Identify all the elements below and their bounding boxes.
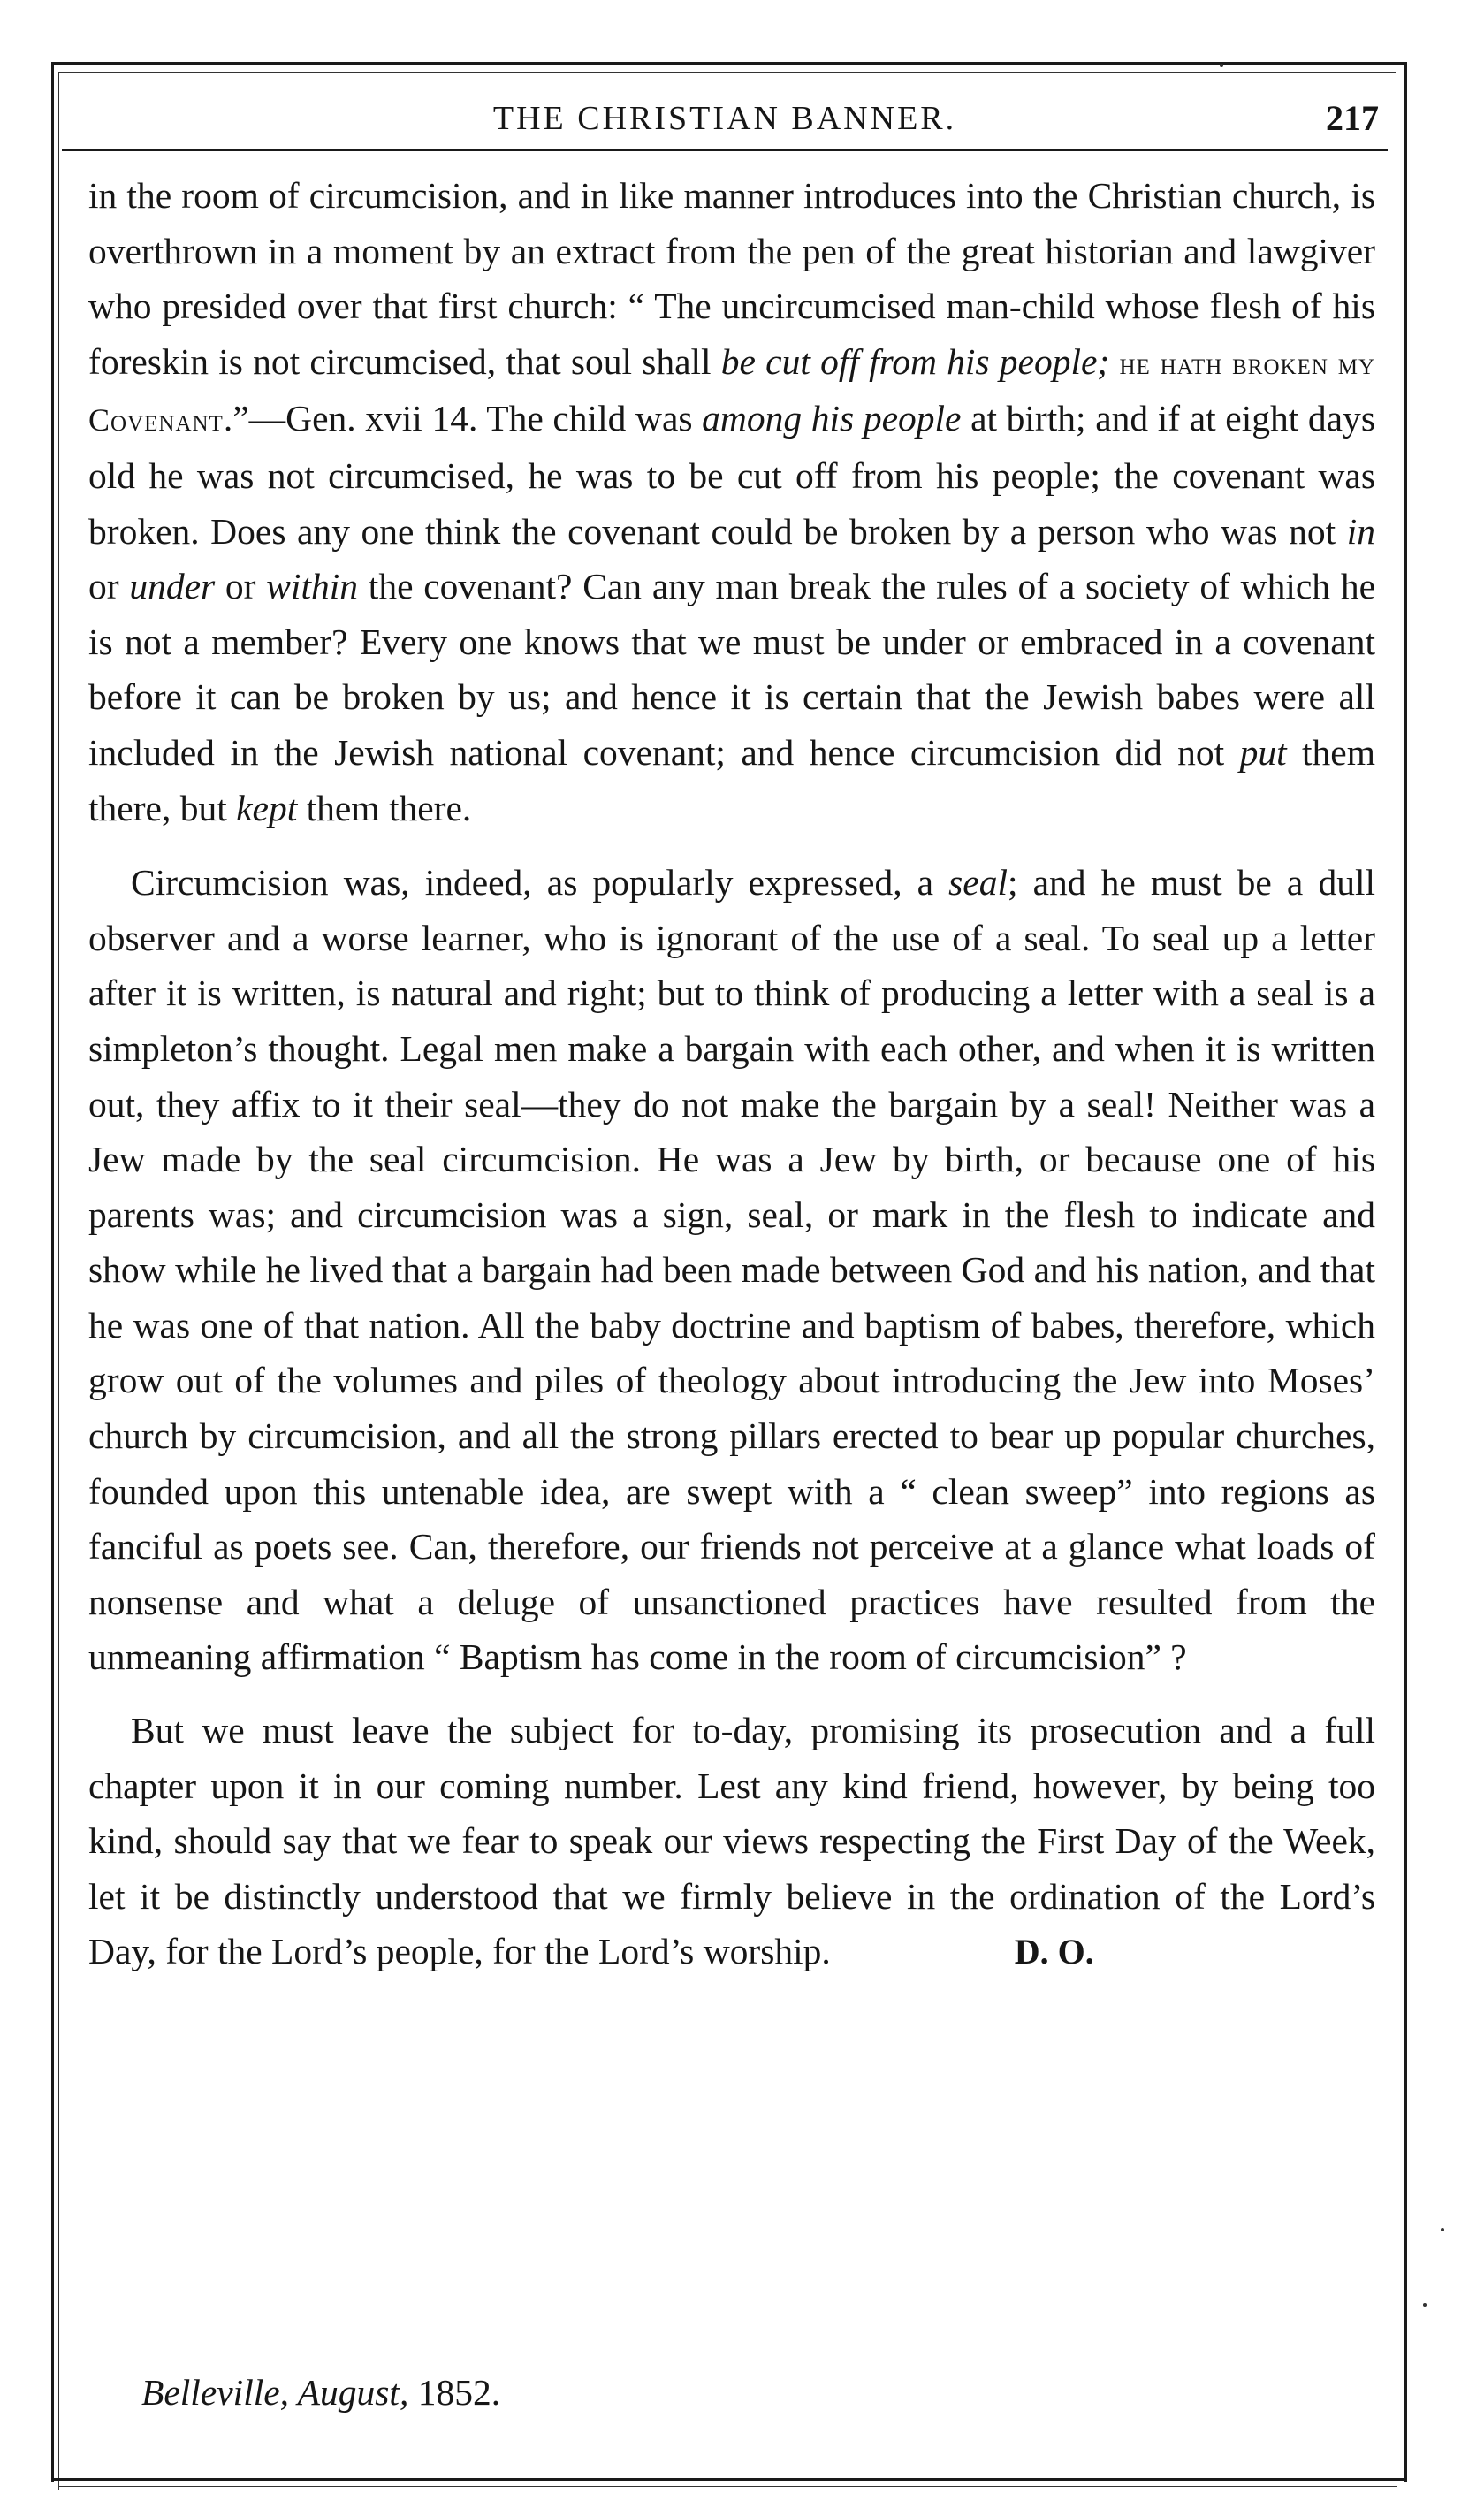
text-run: or <box>88 566 130 607</box>
text-run: them there. <box>297 787 472 828</box>
paragraph-3 <box>88 1703 1375 1980</box>
small-caps-run: he hath broken my Covenant <box>88 345 1375 439</box>
italic-run: within <box>266 566 359 607</box>
paragraph-1 <box>88 168 1375 835</box>
page-number: 217 <box>1326 98 1379 138</box>
dateline <box>141 2371 500 2414</box>
italic-run: put <box>1239 731 1287 773</box>
text-run: But we must leave the subject for to-day, promising its prosecution and a full chapter upon it in our coming number. Lest any kind friend, however, by being too kind, should say that we fear to speak our views respecting the First Day of the Week, let it be distinctly understood that we firmly believe in the ordination of the Lord’s Day, for the Lord’s people, for the Lord’s worship. <box>88 1710 1375 1972</box>
italic-run: kept <box>236 787 298 828</box>
italic-run: in <box>1346 510 1375 552</box>
print-speck <box>1220 64 1223 67</box>
text-run: in the room of circumcision, and in like manner introduces into the Christian church, is overthrown in a moment by an extract from the pen of the great historian and lawgiver who presided over that first church: “ The uncircumcised man-child whose flesh of his foreskin is not circumcised, that soul shall <box>88 175 1375 382</box>
text-run: them there, but <box>88 731 1375 828</box>
italic-run: seal <box>948 862 1008 904</box>
bottom-rule <box>51 2478 1405 2481</box>
bottom-rule-inner <box>58 2486 1397 2487</box>
italic-run: among his people <box>702 398 962 439</box>
text-run: or <box>215 566 267 607</box>
page-header <box>62 85 1388 151</box>
running-title: THE CHRISTIAN BANNER. <box>492 100 957 137</box>
italic-run: be cut off from his people; <box>720 340 1110 382</box>
text-run: Circumcision was, indeed, as popularly expressed, a <box>131 862 949 904</box>
print-speck <box>1423 2303 1427 2307</box>
text-run: ; and he must be a dull observer and a worse learner, who is ignorant of the use of a seal. To seal up a letter after it is written, is natural and right; but to think of producing a letter with a seal is a simpleton’s thought. Legal men make a bargain with each other, and when it is written out, they affix to it their seal—they do not make the bargain by a seal! Neither was a Jew made by the seal circumcision. He was a Jew by birth, or because one of his parents was; and circumcision was a sign, seal, or mark in the flesh to indicate and show while he lived that a bargain had been made between God and his nation, and that he was one of that nation. All the baby doctrine and baptism of babes, therefore, which grow out of the volumes and piles of theology about introducing the Jew into Moses’ church by circumcision, and all the strong pillars erected to bear up popular churches, founded upon this untenable idea, are swept with a “ clean sweep” into regions as fanciful as poets see. Can, therefore, our friends not perceive at a glance what loads of nonsense and what a deluge of unsanctioned practices have resulted from the unmeaning affirmation “ Baptism has come in the room of circumcision” ? <box>88 862 1375 1678</box>
paragraph-2 <box>88 855 1375 1685</box>
text-run <box>1109 341 1119 382</box>
text-run: .”—Gen. xvii 14. The child was <box>223 398 703 439</box>
text-run: at birth; and if at eight days old he was not circumcised, he was to be cut off from his people; the covenant was broken. Does any one think the covenant could be broken by a person who was not <box>88 398 1375 552</box>
print-speck <box>1441 2228 1444 2231</box>
signature: D. O. <box>1014 1932 1094 1972</box>
dateline-place-month: Belleville, August, <box>141 2372 409 2413</box>
italic-run: under <box>129 566 216 607</box>
article-body <box>88 168 1375 1980</box>
text-run: the covenant? Can any man break the rules of a society of which he is not a member? Every one knows that we must be under or embraced in a covenant before it can be broken by us; and hence it is certain that the Jewish babes were all included in the Jewish national covenant; and hence circumcision did not <box>88 566 1375 773</box>
dateline-year: 1852. <box>417 2372 501 2413</box>
